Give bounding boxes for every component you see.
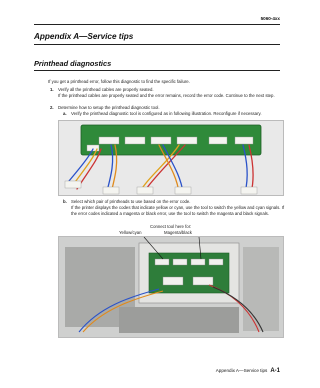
intro-text: If you get a printhead error, follow this diagnostic to find the specific failure. — [48, 79, 190, 84]
title-rule — [34, 44, 280, 45]
printer-interior-illustration — [59, 237, 283, 337]
callout-yellow-cyan: Yellow/cyan — [119, 230, 142, 235]
cable-plug-2 — [103, 187, 119, 194]
connector-3 — [151, 137, 171, 144]
connector-1 — [99, 137, 119, 144]
step-2-number: 2. — [50, 105, 54, 110]
page-number: A-1 — [270, 368, 280, 374]
circuit-board-illustration — [59, 121, 283, 195]
page-footer — [216, 368, 280, 374]
cable-plug-4 — [175, 187, 191, 194]
connector-5 — [209, 137, 227, 144]
section-title: Printhead diagnostics — [34, 59, 112, 68]
printer-interior-photo — [58, 236, 284, 338]
connector-6 — [235, 137, 253, 144]
step-1-detail: If the printhead cables are properly seated and the error remains, record the error code. Continue to the next step. — [58, 93, 275, 98]
connector-2 — [125, 137, 145, 144]
footer-section: Appendix A—Service tips — [215, 368, 268, 373]
step-a-letter: a. — [63, 111, 67, 116]
section-rule — [34, 70, 280, 71]
step-1-text: Verify all the printhead cables are properly seated. — [58, 87, 154, 92]
step-a-text: Verify the printhead diagnostic tool is configured as in following illustration. Reconfigure if necessary. — [71, 111, 262, 116]
step-1-number: 1. — [50, 87, 54, 92]
callout-title: Connect tool here for: — [150, 224, 192, 229]
cable-plug-1 — [65, 181, 81, 188]
appendix-title: Appendix A—Service tips — [34, 32, 134, 41]
step-b-detail: If the printer displays the codes that indicate yellow or cyan, use the tool to switch the yellow and cyan signals. If the error codes indicated a magenta or black error, use the tool to switch the magenta and black signals. — [71, 205, 285, 216]
step-2-text: Determine how to setup the printhead diagnostic tool. — [58, 105, 160, 110]
model-number: 5060-4xx — [260, 16, 280, 21]
header-rule — [34, 24, 280, 25]
connector-4 — [177, 137, 197, 144]
step-b-text: Select which pair of printheads to use based on the error code. — [71, 199, 191, 204]
callout-magenta-black: Magenta/black — [164, 230, 192, 235]
step-b-letter: b. — [63, 199, 67, 204]
cable-plug-3 — [137, 187, 153, 194]
diagnostic-board-photo — [58, 120, 284, 196]
cable-plug-5 — [241, 187, 257, 194]
